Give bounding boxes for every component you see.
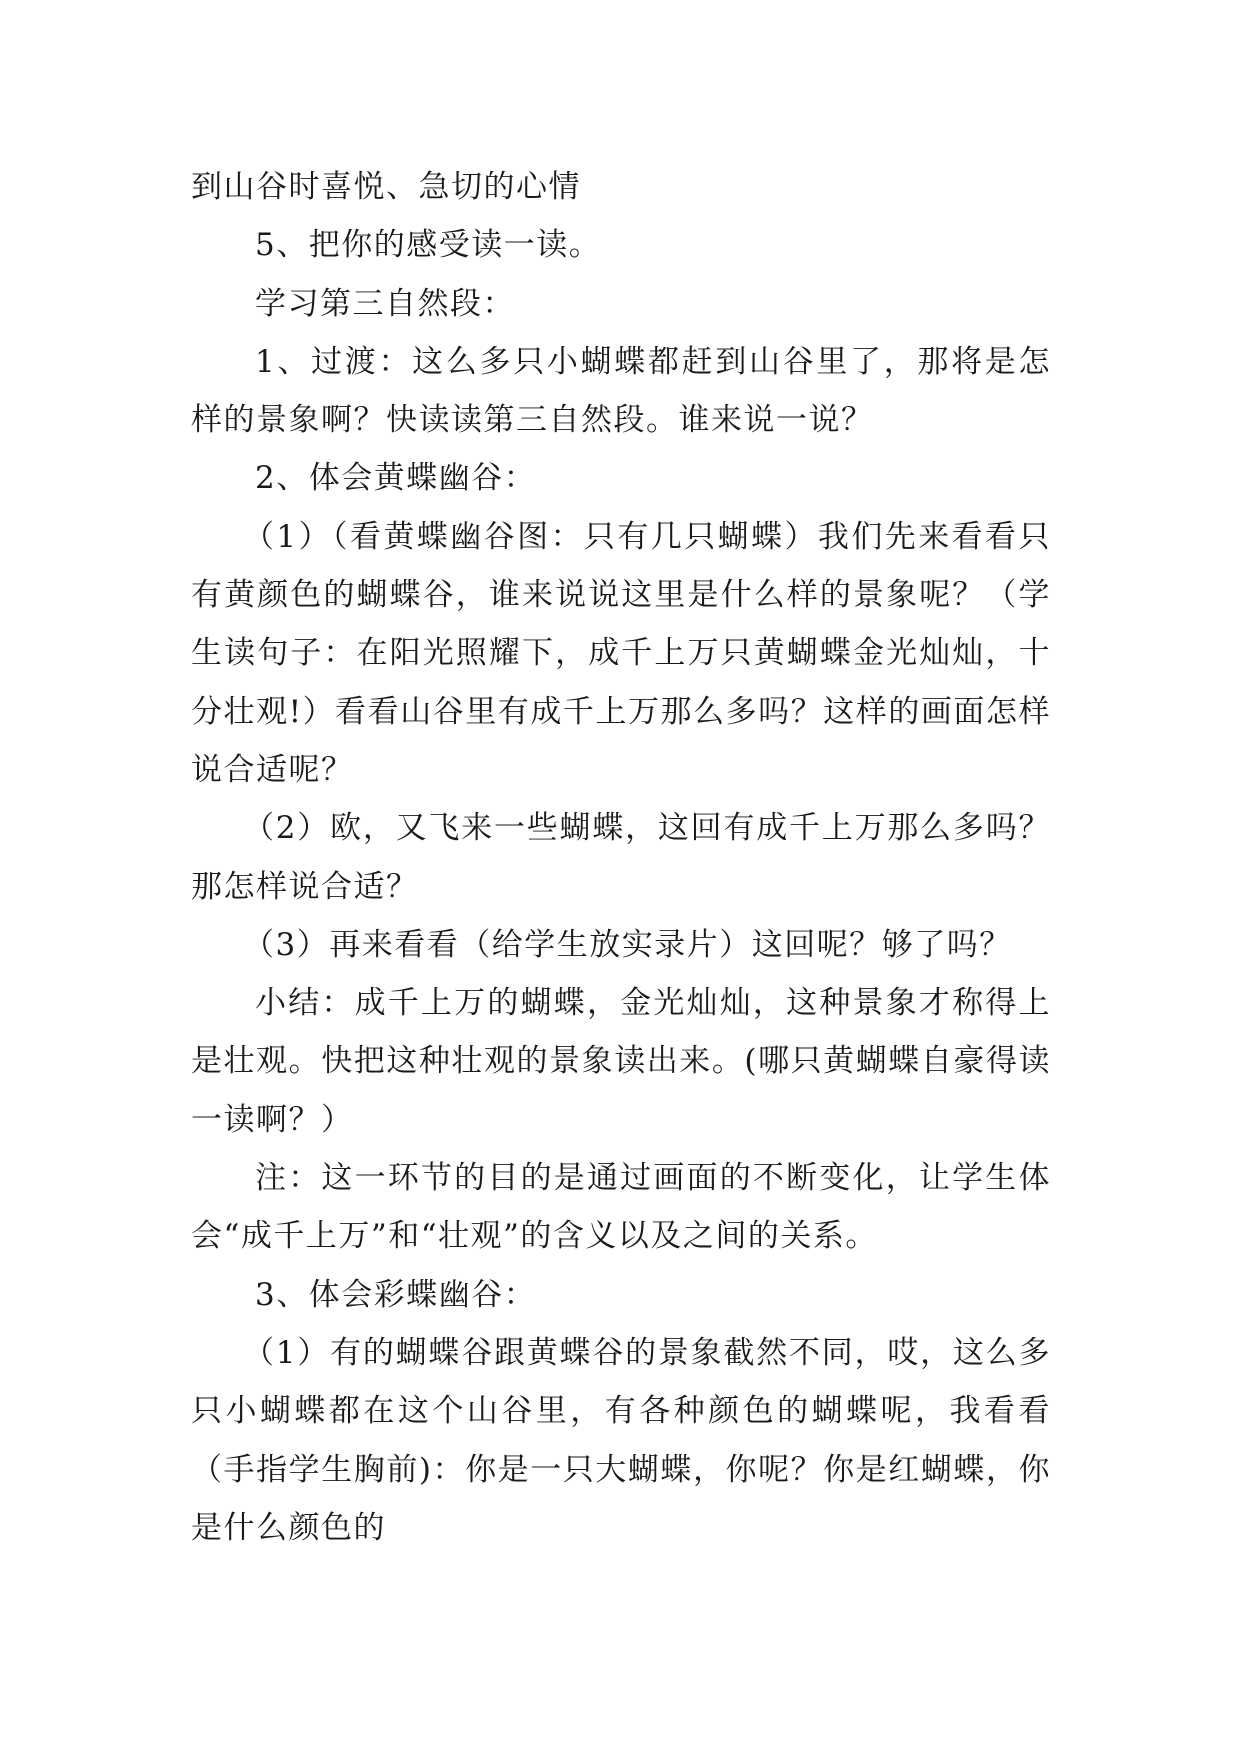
paragraph-yellow-step-3: （3）再来看看（给学生放实录片）这回呢？够了吗？ [243, 926, 1012, 963]
paragraph-continuation: 到山谷时喜悦、急切的心情 [191, 169, 581, 205]
paragraph-read-feeling: 5、把你的感受读一读。 [255, 227, 602, 264]
paragraph-yellow-step-2: （2）欧，又飞来一些蝴蝶，这回有成千上万那么多吗？那怎样说合适？ [191, 810, 1051, 905]
section-heading-third-paragraph: 学习第三自然段： [255, 285, 515, 322]
paragraph-yellow-step-1: （1）（看黄蝶幽谷图：只有几只蝴蝶）我们先来看看只有黄颜色的蝴蝶谷，谁来说说这里是什么样的景象呢？（学生读句子：在阳光照耀下，成千上万只黄蝴蝶金光灿灿，十分壮观!）看看山谷里有成千上万那么多吗？这样的画面怎样说合适呢？ [191, 518, 1051, 788]
paragraph-note: 注：这一环节的目的是通过画面的不断变化，让学生体会“成千上万”和“壮观”的含义以及之间的关系。 [191, 1160, 1051, 1255]
paragraph-colorful-step-1: （1）有的蝴蝶谷跟黄蝶谷的景象截然不同，哎，这么多只小蝴蝶都在这个山谷里，有各种颜色的蝴蝶呢，我看看（手指学生胸前)：你是一只大蝴蝶，你呢？你是红蝴蝶，你是什么颜色的 [191, 1334, 1051, 1546]
document-body [191, 158, 1051, 1557]
subheading-yellow-butterfly-valley: 2、体会黄蝶幽谷： [255, 460, 537, 497]
subheading-colorful-butterfly-valley: 3、体会彩蝶幽谷： [255, 1276, 537, 1313]
paragraph-transition: 1、过渡：这么多只小蝴蝶都赶到山谷里了，那将是怎样的景象啊？快读读第三自然段。谁来说一说？ [191, 343, 1051, 439]
paragraph-summary: 小结：成千上万的蝴蝶，金光灿灿，这种景象才称得上是壮观。快把这种壮观的景象读出来。(哪只黄蝴蝶自豪得读一读啊？） [191, 985, 1051, 1138]
